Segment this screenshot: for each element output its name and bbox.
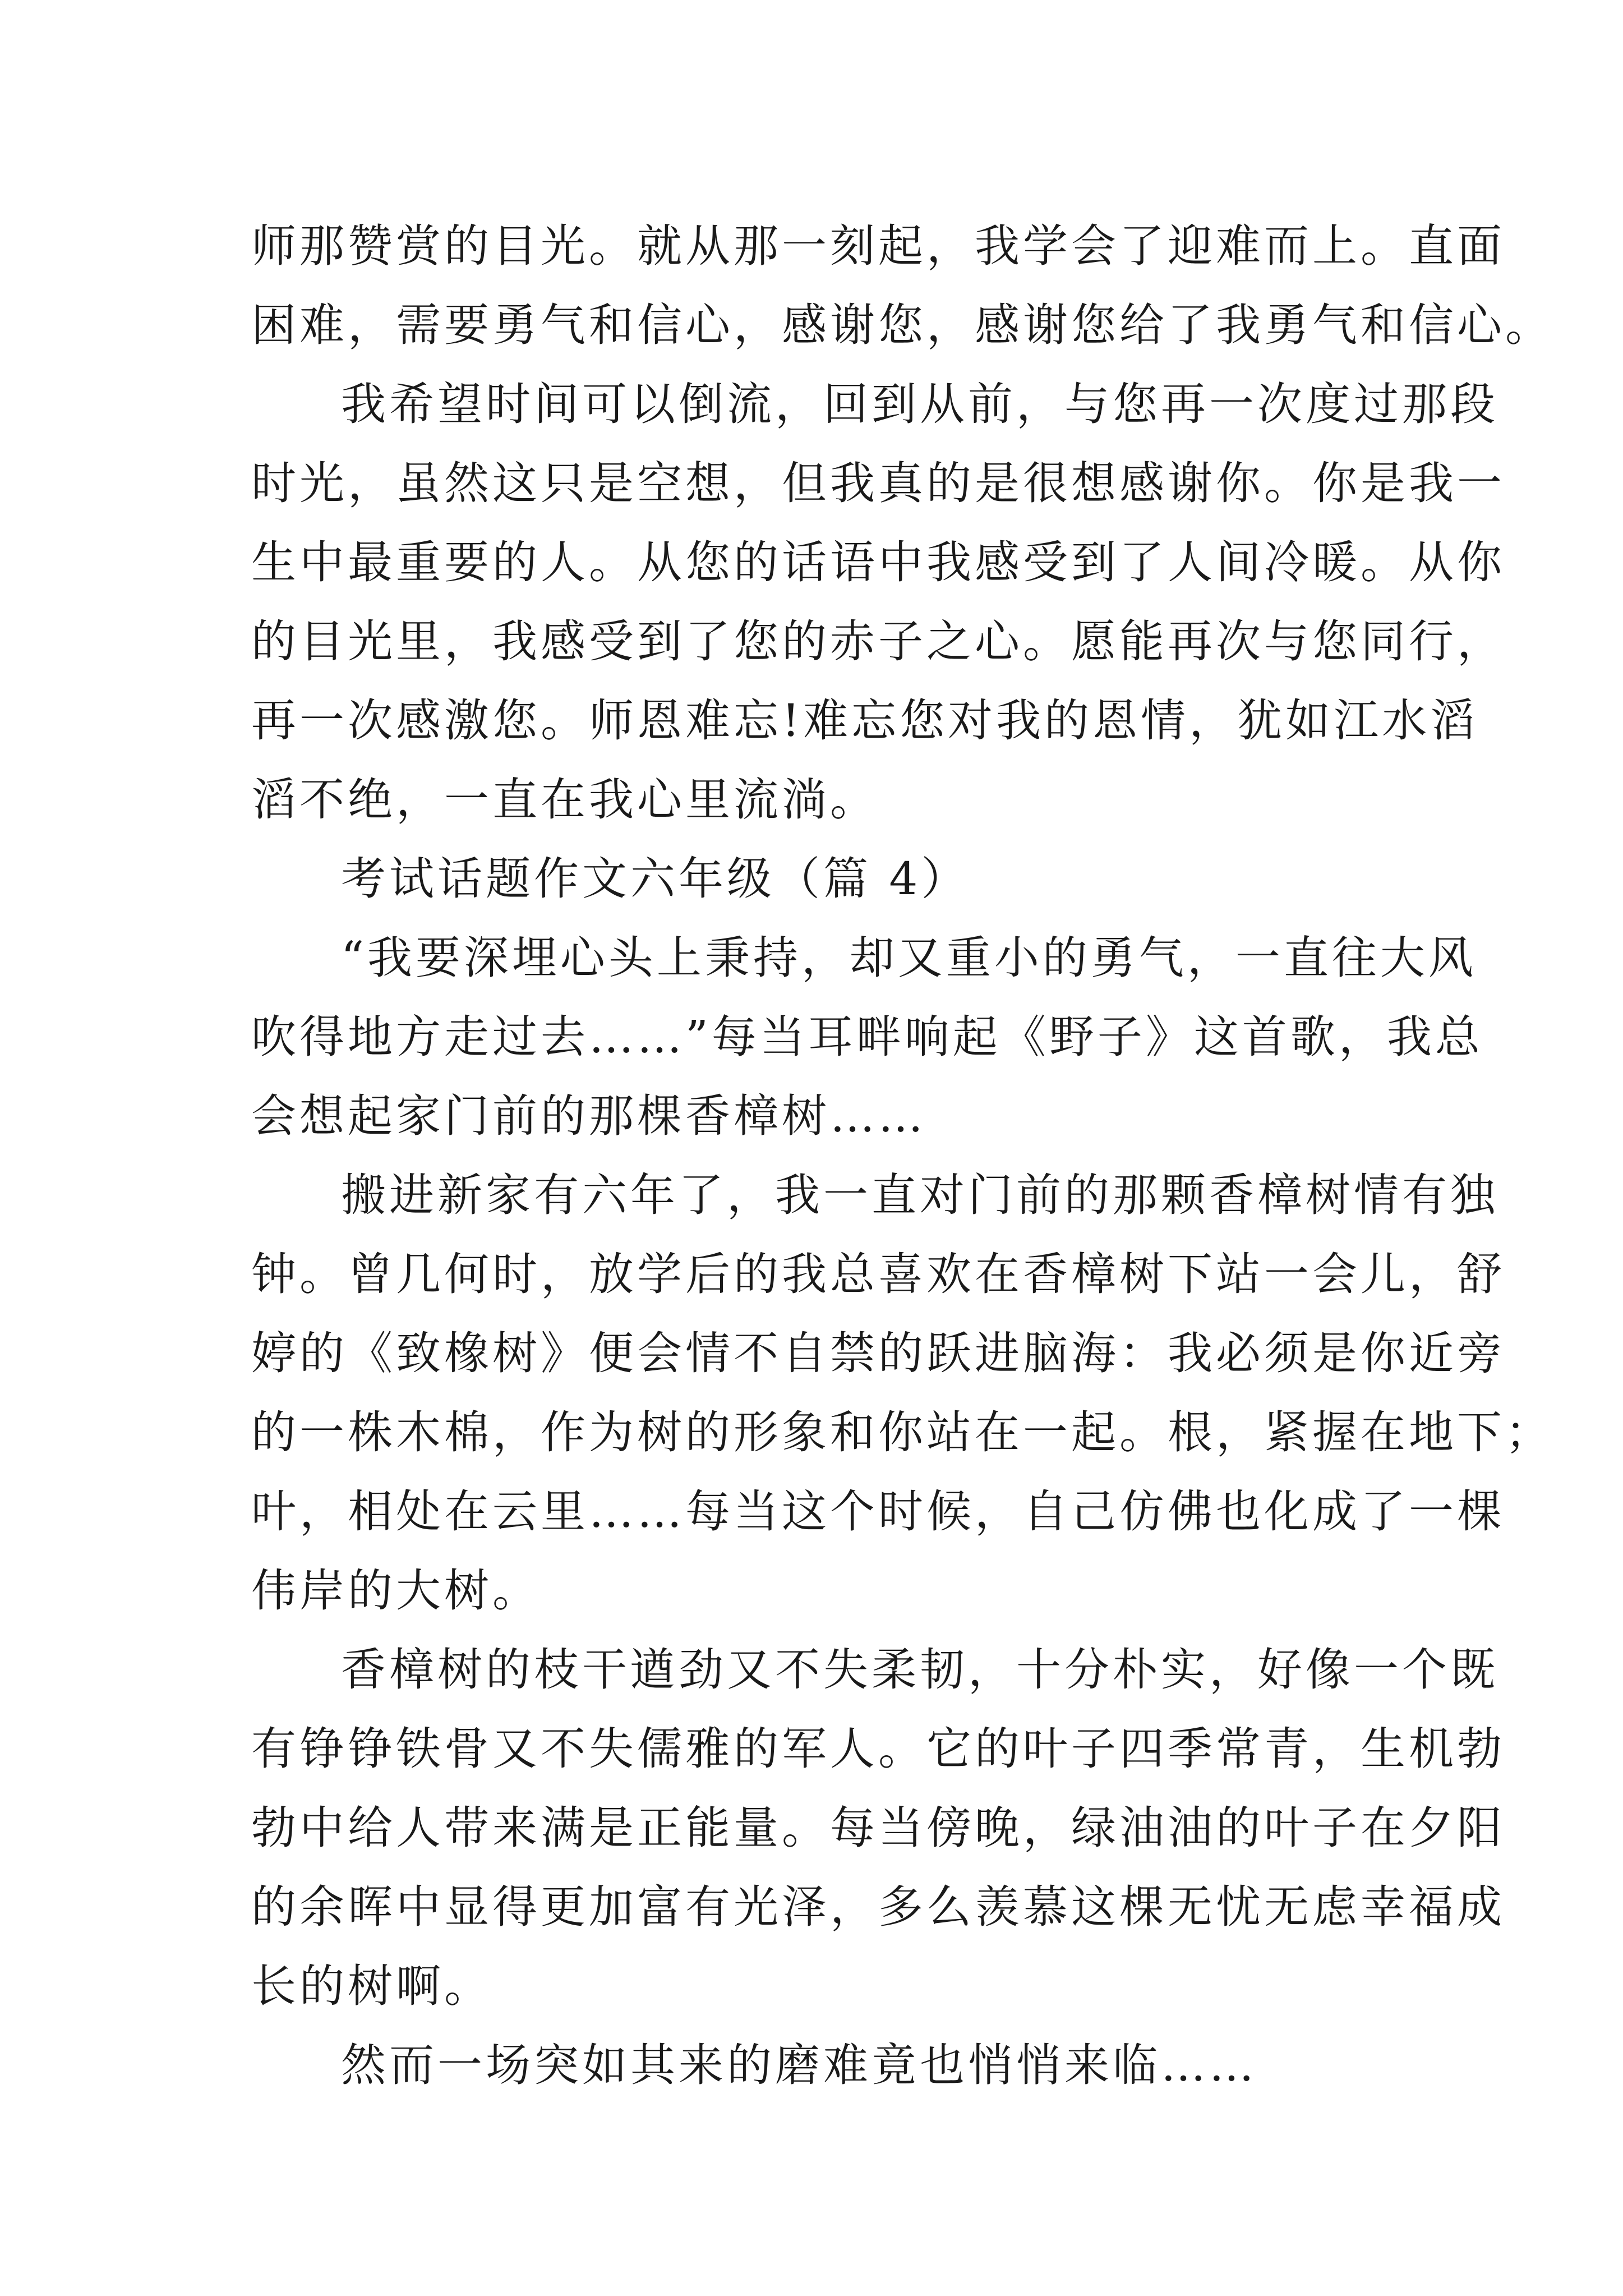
text-line: 然而一场突如其来的磨难竟也悄悄来临……: [341, 2039, 1257, 2091]
text-line: “我要深埋心头上秉持，却又重小的勇气，一直往大风: [341, 932, 1477, 984]
text-line: 伟岸的大树。: [251, 1565, 541, 1617]
text-line: 钟。曾几何时，放学后的我总喜欢在香樟树下站一会儿，舒: [251, 1248, 1505, 1300]
text-line: 的目光里，我感受到了您的赤子之心。愿能再次与您同行，: [251, 615, 1505, 668]
essay-text: [251, 206, 1553, 2105]
text-line: 师那赞赏的目光。就从那一刻起，我学会了迎难而上。直面: [251, 220, 1505, 272]
text-line: 的余晖中显得更加富有光泽，多么羡慕这棵无忧无虑幸福成: [251, 1881, 1505, 1933]
text-line: 长的树啊。: [251, 1960, 492, 2012]
text-line: 时光，虽然这只是空想，但我真的是很想感谢你。你是我一: [251, 457, 1505, 509]
text-line: 吹得地方走过去……”每当耳畔响起《野子》这首歌，我总: [251, 1011, 1483, 1063]
text-line: 香樟树的枝干遒劲又不失柔韧，十分朴实，好像一个既: [341, 1644, 1498, 1696]
text-line: 婷的《致橡树》便会情不自禁的跃进脑海：我必须是你近旁: [251, 1327, 1505, 1379]
text-line: 滔不绝，一直在我心里流淌。: [251, 774, 878, 826]
text-line: 生中最重要的人。从您的话语中我感受到了人间冷暖。从你: [251, 536, 1505, 588]
text-line: 叶，相处在云里……每当这个时候，自己仿佛也化成了一棵: [251, 1485, 1505, 1538]
text-line: 勃中给人带来满是正能量。每当傍晚，绿油油的叶子在夕阳: [251, 1802, 1505, 1854]
text-line: 有铮铮铁骨又不失儒雅的军人。它的叶子四季常青，生机勃: [251, 1723, 1505, 1775]
text-line: 的一株木棉，作为树的形象和你站在一起。根，紧握在地下；: [251, 1406, 1553, 1458]
text-line: 搬进新家有六年了，我一直对门前的那颗香樟树情有独: [341, 1169, 1498, 1221]
section-heading: 考试话题作文六年级（篇 4）: [341, 853, 970, 905]
text-line: 我希望时间可以倒流，回到从前，与您再一次度过那段: [341, 378, 1498, 430]
text-line: 再一次感激您。师恩难忘!难忘您对我的恩情，犹如江水滔: [251, 694, 1479, 747]
text-line: 会想起家门前的那棵香樟树……: [251, 1090, 926, 1142]
text-line: 困难，需要勇气和信心，感谢您，感谢您给了我勇气和信心。: [251, 299, 1553, 351]
